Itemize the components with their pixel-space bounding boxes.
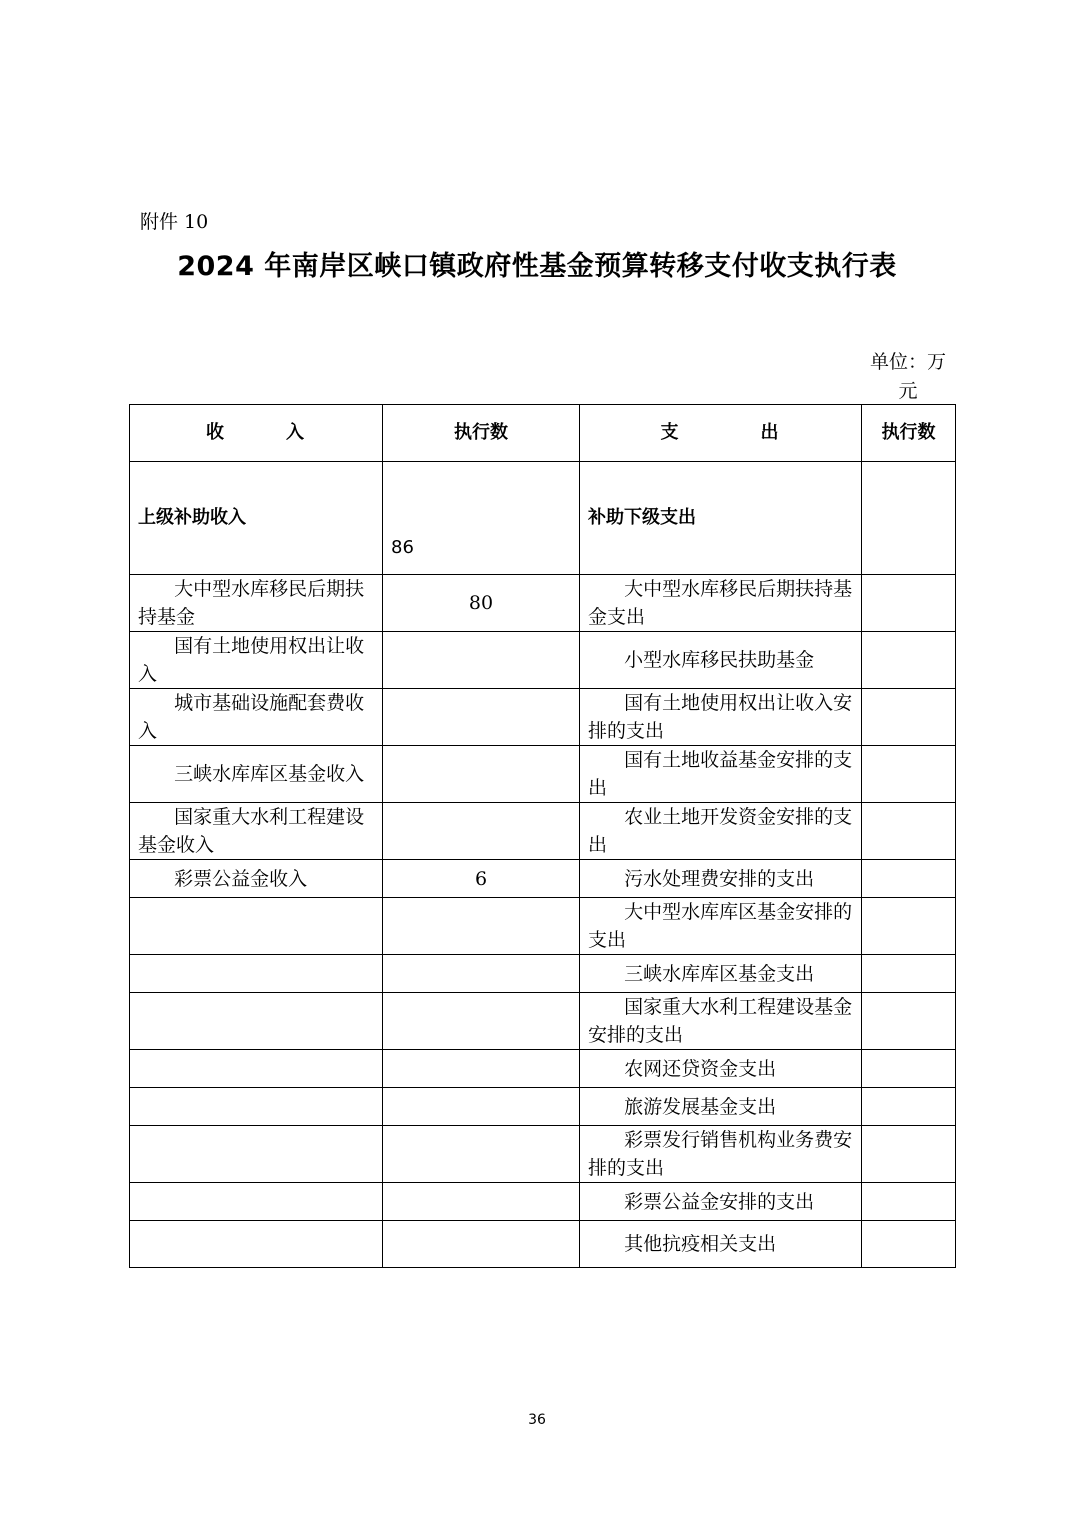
table-row	[130, 689, 956, 746]
expense-amount	[862, 955, 956, 993]
expense-amount	[862, 898, 956, 955]
expense-amount	[862, 803, 956, 860]
table-row	[130, 1050, 956, 1088]
expense-amount	[862, 1183, 956, 1221]
expense-item: 大中型水库库区基金安排的支出	[580, 898, 862, 955]
summary-expense: 补助下级支出	[580, 462, 862, 575]
income-amount	[383, 1221, 580, 1268]
income-item: 国有土地使用权出让收入	[130, 632, 383, 689]
summary-income-amount: 86	[383, 462, 580, 575]
expense-item: 彩票发行销售机构业务费安排的支出	[580, 1126, 862, 1183]
summary-row	[130, 462, 956, 575]
summary-income: 上级补助收入	[130, 462, 383, 575]
income-item	[130, 898, 383, 955]
table-row	[130, 1221, 956, 1268]
expense-item: 污水处理费安排的支出	[580, 860, 862, 898]
expense-item: 国家重大水利工程建设基金安排的支出	[580, 993, 862, 1050]
expense-amount	[862, 746, 956, 803]
expense-amount	[862, 1088, 956, 1126]
income-amount	[383, 803, 580, 860]
income-amount	[383, 898, 580, 955]
table-row	[130, 746, 956, 803]
attachment-label: 附件 10	[140, 211, 209, 233]
page-number: 36	[528, 1412, 546, 1428]
income-item	[130, 1126, 383, 1183]
table-row	[130, 632, 956, 689]
table-header-row	[130, 405, 956, 462]
page-title: 2024 年南岸区峡口镇政府性基金预算转移支付收支执行表	[177, 251, 897, 282]
income-item	[130, 955, 383, 993]
header-income: 收 入	[130, 405, 383, 462]
table-row	[130, 1126, 956, 1183]
income-amount	[383, 1050, 580, 1088]
expense-item: 其他抗疫相关支出	[580, 1221, 862, 1268]
income-item	[130, 1050, 383, 1088]
expense-item: 三峡水库库区基金支出	[580, 955, 862, 993]
unit-label: 单位：万元	[869, 351, 946, 402]
income-amount	[383, 955, 580, 993]
income-item: 彩票公益金收入	[130, 860, 383, 898]
expense-item: 农业土地开发资金安排的支出	[580, 803, 862, 860]
income-amount	[383, 746, 580, 803]
expense-item: 彩票公益金安排的支出	[580, 1183, 862, 1221]
expense-item: 小型水库移民扶助基金	[580, 632, 862, 689]
expense-amount	[862, 860, 956, 898]
income-item: 国家重大水利工程建设基金收入	[130, 803, 383, 860]
income-item: 三峡水库库区基金收入	[130, 746, 383, 803]
table-row	[130, 955, 956, 993]
income-item: 大中型水库移民后期扶持基金	[130, 575, 383, 632]
expense-amount	[862, 632, 956, 689]
table-row	[130, 575, 956, 632]
table-row	[130, 1183, 956, 1221]
expense-item: 旅游发展基金支出	[580, 1088, 862, 1126]
expense-amount	[862, 993, 956, 1050]
expense-amount	[862, 1221, 956, 1268]
expense-amount	[862, 689, 956, 746]
table-row	[130, 803, 956, 860]
expense-item: 国有土地使用权出让收入安排的支出	[580, 689, 862, 746]
budget-table	[129, 404, 956, 1268]
table-row	[130, 860, 956, 898]
income-amount	[383, 632, 580, 689]
table-row	[130, 993, 956, 1050]
expense-item: 大中型水库移民后期扶持基金支出	[580, 575, 862, 632]
expense-item: 农网还贷资金支出	[580, 1050, 862, 1088]
income-item: 城市基础设施配套费收入	[130, 689, 383, 746]
header-expense-amount: 执行数	[862, 405, 956, 462]
expense-item: 国有土地收益基金安排的支出	[580, 746, 862, 803]
income-item	[130, 1183, 383, 1221]
income-amount	[383, 689, 580, 746]
table-row	[130, 898, 956, 955]
header-income-amount: 执行数	[383, 405, 580, 462]
income-amount	[383, 1183, 580, 1221]
income-amount	[383, 993, 580, 1050]
table-row	[130, 1088, 956, 1126]
income-item	[130, 993, 383, 1050]
expense-amount	[862, 1126, 956, 1183]
income-amount	[383, 1088, 580, 1126]
header-expense: 支 出	[580, 405, 862, 462]
summary-expense-amount	[862, 462, 956, 575]
income-amount: 80	[383, 575, 580, 632]
income-item	[130, 1221, 383, 1268]
expense-amount	[862, 1050, 956, 1088]
income-item	[130, 1088, 383, 1126]
income-amount	[383, 1126, 580, 1183]
income-amount: 6	[383, 860, 580, 898]
expense-amount	[862, 575, 956, 632]
